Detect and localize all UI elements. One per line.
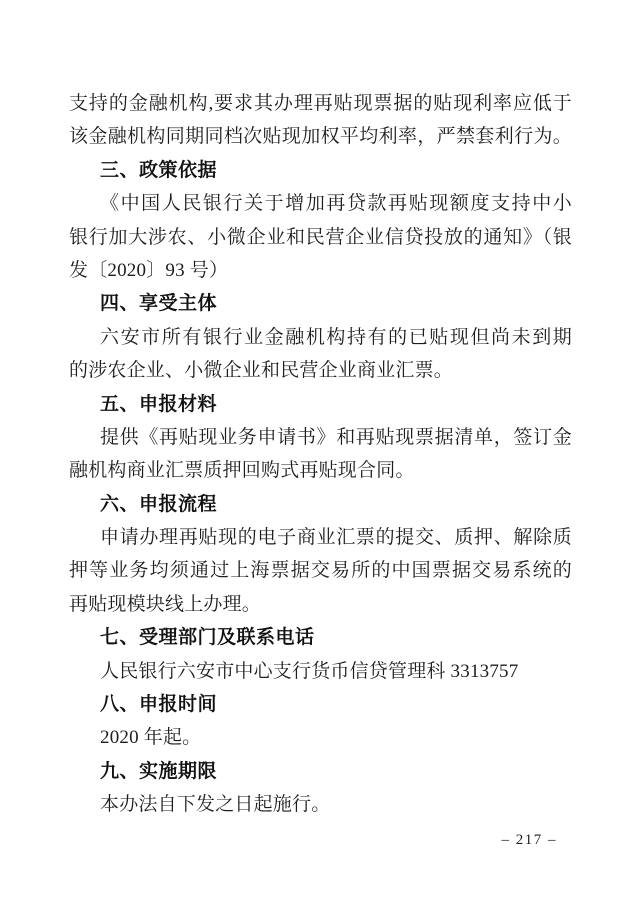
text-line: 的涉农企业、小微企业和民营企业商业汇票。 [69, 360, 454, 382]
text-line: 该金融机构同期同档次贴现加权平均利率，严禁套利行为。 [69, 126, 572, 148]
text-line: 《中国人民银行关于增加再贷款再贴现额度支持中小 [100, 193, 572, 215]
text-line: 2020 年起。 [100, 727, 202, 749]
text-line: 本办法自下发之日起施行。 [100, 794, 331, 816]
text-line: 人民银行六安市中心支行货币信贷管理科 3313757 [100, 660, 519, 682]
text-line: 押等业务均须通过上海票据交易所的中国票据交易系统的 [69, 560, 572, 582]
text-line: 提供《再贴现业务申请书》和再贴现票据清单，签订金 [100, 426, 572, 448]
section-heading: 四、享受主体 [100, 293, 218, 315]
text-line: 发〔2020〕93 号） [69, 259, 229, 281]
text-line: 支持的金融机构,要求其办理再贴现票据的贴现利率应低于 [69, 93, 572, 114]
section-heading: 八、申报时间 [100, 694, 218, 716]
section-heading: 六、申报流程 [100, 493, 218, 515]
section-heading: 九、实施期限 [100, 760, 218, 782]
section-heading: 七、受理部门及联系电话 [100, 627, 315, 649]
text-line: 申请办理再贴现的电子商业汇票的提交、质押、解除质 [100, 527, 572, 549]
page-number: – 217 – [501, 832, 557, 848]
text-line: 银行加大涉农、小微企业和民营企业信贷投放的通知》（银 [69, 226, 572, 248]
text-line: 再贴现模块线上办理。 [69, 593, 262, 615]
section-heading: 三、政策依据 [100, 159, 218, 181]
document-body [69, 87, 572, 822]
text-line: 六安市所有银行业金融机构持有的已贴现但尚未到期 [100, 326, 572, 348]
text-line: 融机构商业汇票质押回购式再贴现合同。 [69, 460, 415, 482]
section-heading: 五、申报材料 [100, 393, 218, 415]
